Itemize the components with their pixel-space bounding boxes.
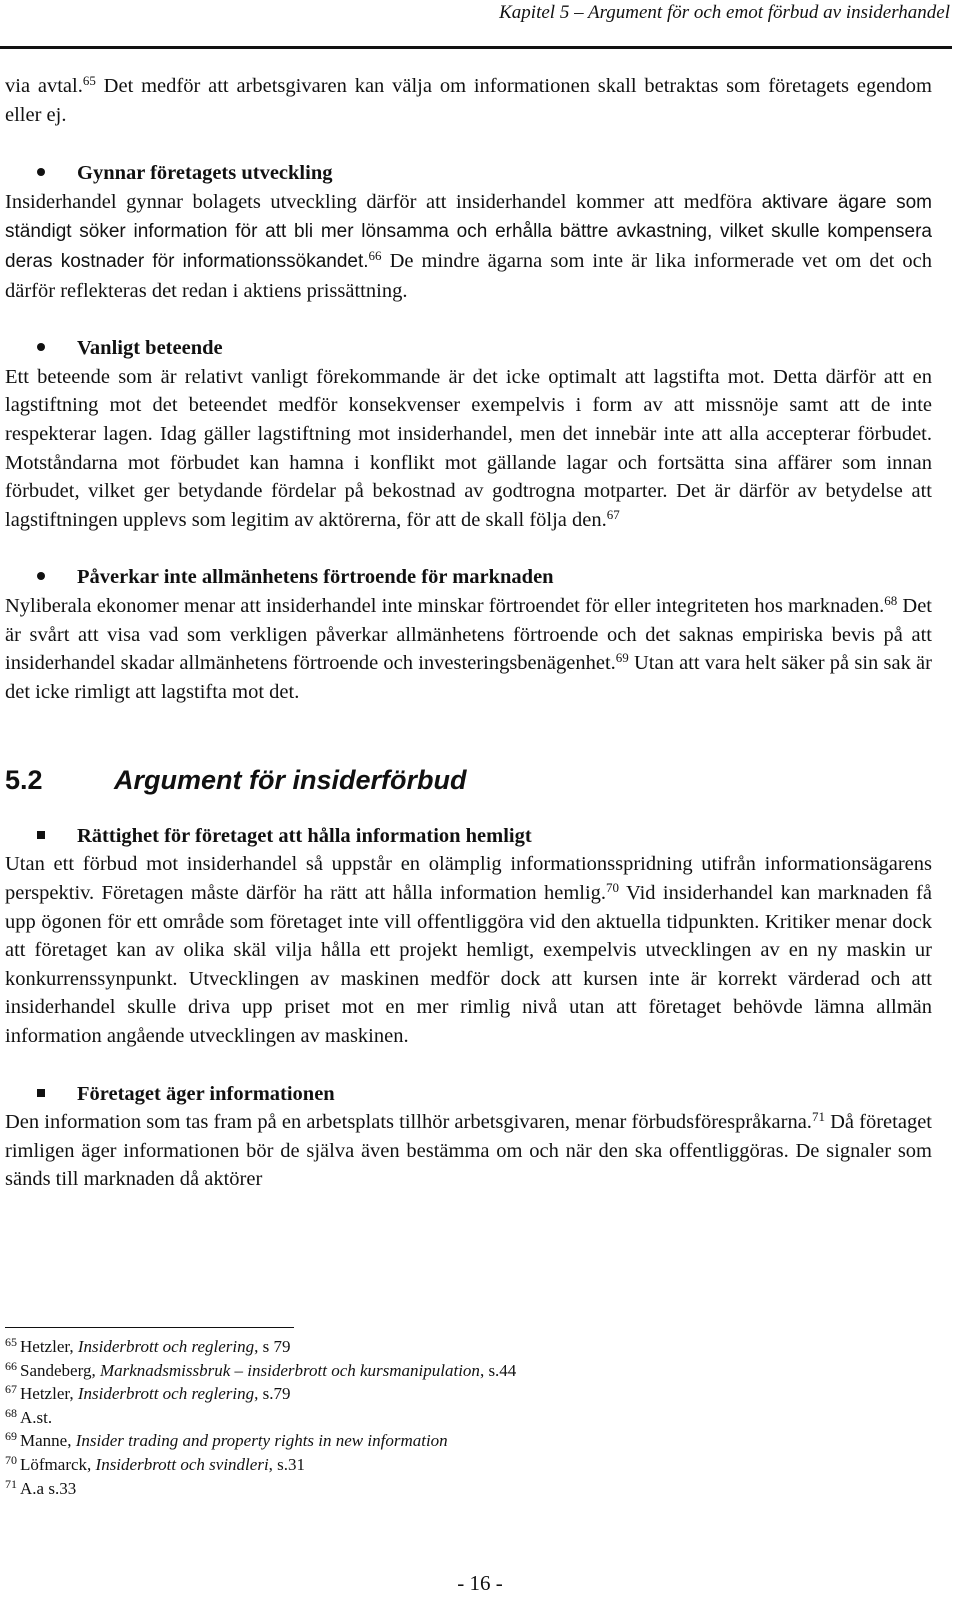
footnote-ref[interactable]: 67: [606, 506, 620, 522]
footnote-text: , s 79: [254, 1337, 291, 1356]
text: aktivare ägare som ständigt söker information för att bli mer lönsamma och erhålla bättre avkastning, vilket skulle kompensera deras kostnader för informationssökandet.: [5, 191, 932, 272]
footnote-text: , s.79: [254, 1384, 291, 1404]
text: Utan att vara helt säker på sin sak är det icke rimligt att lagstifta mot det.: [5, 652, 932, 703]
text: Vid insiderhandel kan marknaden få upp ögonen för ett område som företaget inte vill offentliggöra vid den aktuella tidpunkten. Kritiker menar dock att företaget kan av olika skäl vilja hålla ett projekt hemligt, exempelvis utvecklingen av en ny maskin ur konkurrenssynpunkt. Utvecklingen av maskinen medför dock att kursen inte är korrekt värderad och att insiderhandel skulle driva upp priset mot en mer rimlig nivå utan att företaget behövde lämna allmän information angående utvecklingen av maskinen.: [5, 882, 932, 1048]
text: Utan ett förbud mot insiderhandel så uppstår en olämplig informationsspridning utifrån informationsägarens perspektiv. Företagen måste därför ha rätt att hålla information hemlig.: [5, 853, 932, 905]
footnote-text: A.st.: [20, 1407, 53, 1427]
paragraph: [5, 1108, 932, 1194]
text: De mindre ägarna som inte är lika informerade vet om det och därför reflekteras det redan i aktiens prissättning.: [5, 249, 932, 302]
footnote-title: Insiderbrott och reglering: [77, 1384, 255, 1404]
text: Ett beteende som är relativt vanligt förekommande är det icke optimalt att lagstifta mot. Detta därför att en lagstiftning mot det beteendet medför konsekvenser exempelvis i form av att missnöje samt att de inte respekterar lagen. Idag gäller lagstiftning mot insiderhandel, men det innebär inte att alla accepterar förbudet. Motståndarna mot förbudet kan hamna i konflikt mot gällande lagar och fortsätta sina affärer som innan förbudet, vilket ger betydande fördelar på bekostnad av godtrogna motparter. Det är därför av betydelse att lagstiftningen upplevs som legitim av aktörerna, för att de skall följa den.: [5, 365, 932, 531]
text: Det medför att arbetsgivaren kan välja om informationen skall betraktas som företagets egendom eller ej.: [5, 75, 932, 126]
paragraph: [5, 188, 932, 305]
text: Nyliberala ekonomer menar att insiderhandel inte minskar förtroendet för eller integriteten hos marknaden.: [5, 594, 885, 617]
footnote: [5, 1335, 516, 1359]
bullet-square-icon: [5, 1080, 77, 1109]
footnote-number: 70: [5, 1452, 17, 1467]
footnotes: [5, 1335, 516, 1500]
footnote-text: Löfmarck,: [20, 1454, 96, 1474]
heading-text: Påverkar inte allmänhetens förtroende för marknaden: [77, 566, 554, 589]
header-rule: [0, 46, 952, 49]
footnote-title: Insider trading and property rights in new information: [75, 1431, 448, 1451]
footnote: [5, 1453, 516, 1477]
text: via avtal.: [5, 75, 83, 97]
bullet-dot-icon: [5, 563, 77, 592]
bullet-heading: [5, 563, 932, 592]
intro-paragraph: [5, 72, 932, 129]
footnote-number: 65: [5, 1335, 17, 1349]
text: Det är svårt att visa vad som verkligen påverkar allmänhetens förtroende och det saknas empiriska bevis på att insiderhandel skadar allmänhetens förtroende och investeringsbenägenhet.: [5, 594, 932, 675]
footnote: [5, 1359, 516, 1383]
footnote-text: Hetzler,: [20, 1384, 78, 1404]
paragraph: [5, 850, 932, 1050]
heading-text: Rättighet för företaget att hålla information hemligt: [77, 824, 532, 847]
footnote: [5, 1382, 516, 1406]
footnote-number: 67: [5, 1382, 17, 1397]
paragraph: [5, 363, 932, 535]
paragraph: [5, 592, 932, 706]
footnote-number: 66: [5, 1358, 17, 1373]
footnote-text: Manne,: [20, 1431, 76, 1451]
footnote-title: Insiderbrott och reglering: [77, 1337, 255, 1356]
section-title: Argument för insiderförbud: [114, 765, 467, 796]
section-number: 5.2: [5, 765, 43, 796]
footnote-ref[interactable]: 71: [811, 1109, 825, 1125]
footnote-text: , s.31: [268, 1454, 306, 1474]
footnote-ref[interactable]: 70: [606, 880, 620, 896]
running-header: Kapitel 5 – Argument för och emot förbud av insiderhandel: [499, 2, 950, 23]
heading-text: Gynnar företagets utveckling: [77, 162, 333, 185]
bullet-heading: [5, 822, 932, 851]
body-text: [5, 72, 932, 1194]
footnote: [5, 1406, 516, 1430]
footnote-number: 69: [5, 1429, 17, 1444]
bullet-heading: [5, 334, 932, 363]
text: Insiderhandel gynnar bolagets utveckling därför att insiderhandel kommer att medföra: [5, 190, 762, 213]
footnote-ref[interactable]: 69: [615, 650, 629, 666]
bullet-dot-icon: [5, 334, 77, 363]
footnote-ref[interactable]: 65: [82, 73, 96, 88]
section-heading: [5, 766, 932, 795]
footnote-number: 71: [5, 1476, 17, 1491]
footnote-text: A.a s.33: [20, 1478, 77, 1498]
page-number: - 16 -: [457, 1571, 503, 1595]
footnote: [5, 1429, 516, 1453]
footnote-separator: [5, 1327, 294, 1328]
heading-text: Företaget äger informationen: [77, 1082, 335, 1105]
footnote-text: Sandeberg,: [20, 1360, 100, 1380]
footnote: [5, 1477, 516, 1501]
text: Den information som tas fram på en arbetsplats tillhör arbetsgivaren, menar förbudsförespråkarna.: [5, 1111, 812, 1134]
bullet-heading: [5, 1080, 932, 1109]
footnote-number: 68: [5, 1405, 17, 1420]
heading-text: Vanligt beteende: [77, 337, 223, 360]
bullet-square-icon: [5, 822, 77, 851]
bullet-dot-icon: [5, 159, 77, 188]
text: Då företaget rimligen äger informationen bör de själva även bestämma om och när den ska offentliggöras. De signaler som sänds till marknaden då aktörer: [5, 1111, 932, 1191]
footnote-text: , s.44: [479, 1360, 517, 1380]
footnote-text: Hetzler,: [20, 1337, 78, 1356]
footnote-ref[interactable]: 68: [884, 592, 898, 608]
footnote-title: Insiderbrott och svindleri: [95, 1454, 269, 1474]
footnote-ref[interactable]: 66: [368, 247, 382, 263]
footnote-title: Marknadsmissbruk – insiderbrott och kursmanipulation: [99, 1360, 480, 1380]
bullet-heading: [5, 159, 932, 188]
